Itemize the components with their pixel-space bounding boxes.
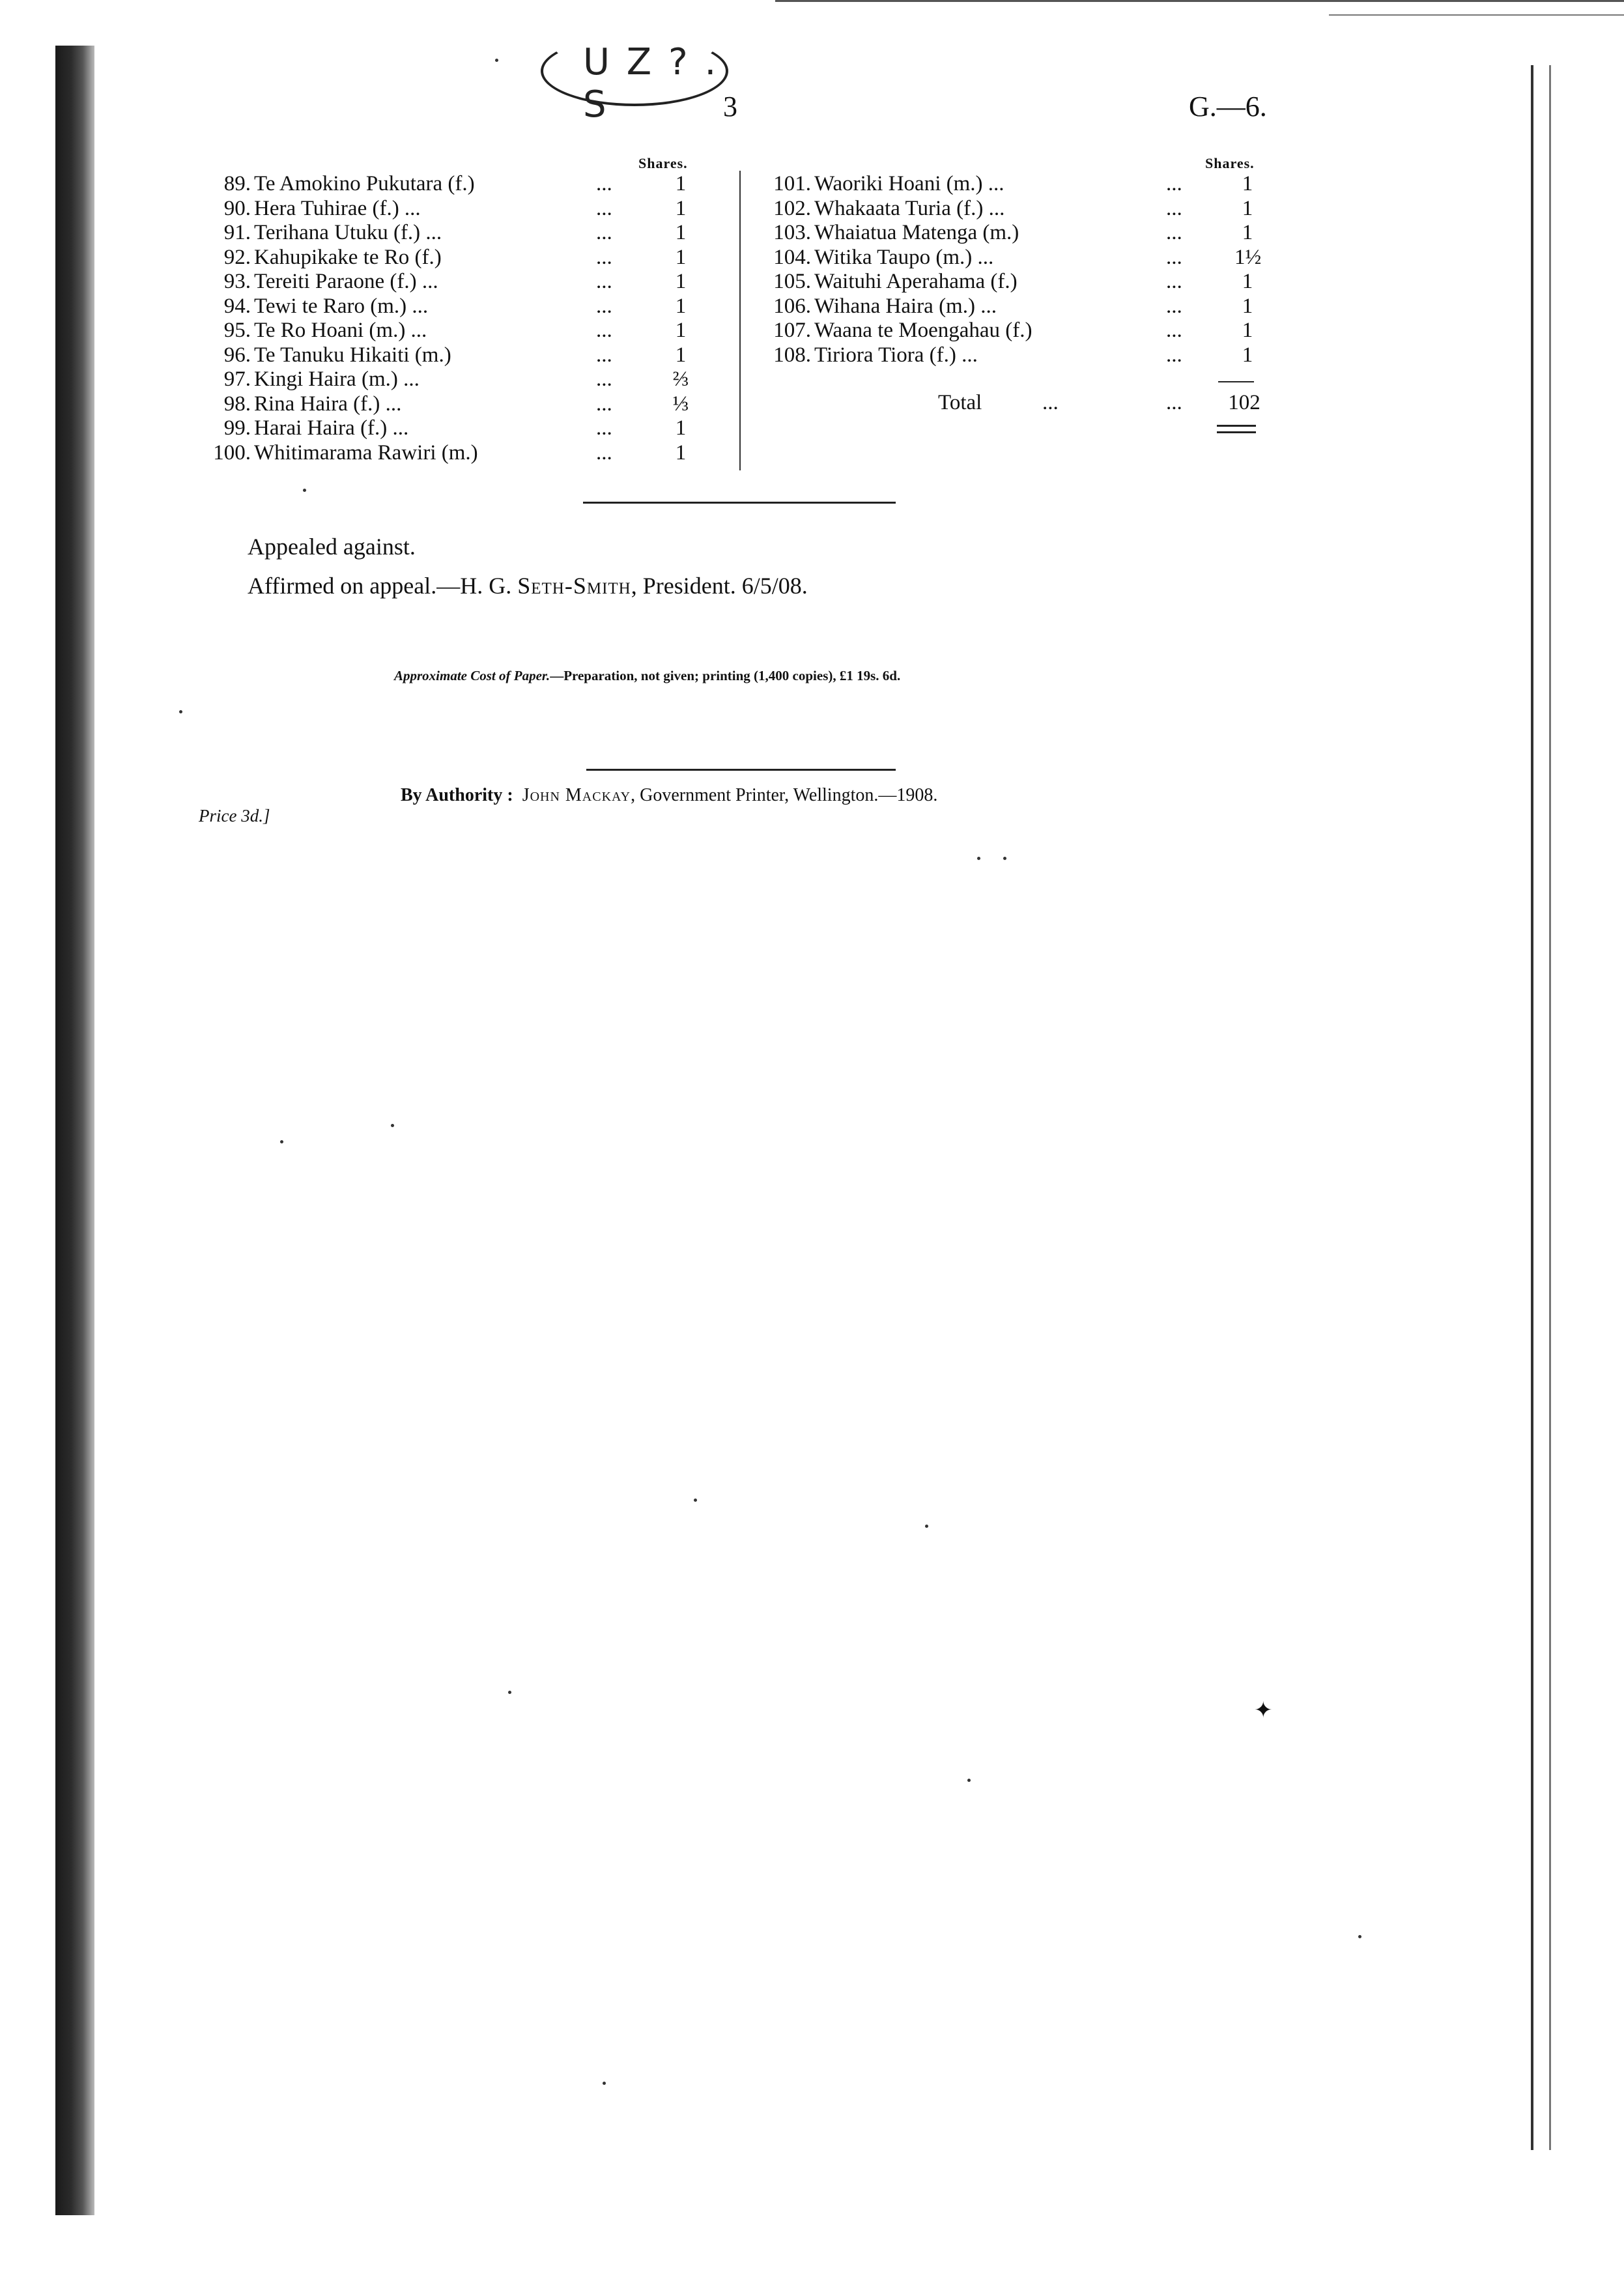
row-name: Witika Taupo (m.) ... (814, 245, 994, 269)
row-name: Hera Tuhirae (f.) ... (254, 196, 421, 220)
table-row (189, 343, 710, 368)
row-leader: ... (1166, 294, 1182, 318)
table-row (749, 246, 1264, 270)
cost-label: Approximate Cost of Paper. (394, 668, 550, 683)
appealed-note: Appealed against. (248, 534, 416, 560)
column-divider (739, 171, 741, 470)
row-name: Whitimarama Rawiri (m.) (254, 440, 478, 465)
row-share: 1 (1242, 221, 1253, 244)
affirmed-suffix: , President. 6/5/08. (631, 573, 808, 599)
price-label: Price 3d.] (199, 806, 270, 825)
row-leader: ... (1166, 221, 1182, 244)
row-number: 104. (773, 245, 811, 269)
scan-speck (179, 710, 182, 713)
row-number: 107. (773, 319, 811, 342)
row-number: 103. (773, 221, 811, 244)
row-share: 1 (675, 172, 687, 195)
scan-speck (1003, 857, 1006, 860)
row-number: 108. (773, 343, 811, 367)
affirmed-note (248, 572, 808, 599)
row-leader: ... (1166, 343, 1182, 367)
table-row (189, 246, 710, 270)
row-number: 91. (223, 221, 251, 244)
document-reference: G.—6. (1189, 91, 1267, 122)
row-name: Wihana Haira (m.) ... (814, 294, 997, 318)
scan-speck (925, 1525, 928, 1528)
scan-mark-icon: ✦ (1254, 1697, 1273, 1723)
row-number: 93. (223, 270, 251, 293)
row-name: Tewi te Raro (m.) ... (254, 294, 429, 318)
row-leader: ... (596, 294, 612, 318)
row-leader: ... (596, 196, 612, 220)
row-share: 1 (1242, 294, 1253, 318)
total-leader-1: ... (1042, 391, 1059, 414)
row-share: 1½ (1234, 245, 1262, 269)
row-leader: ... (596, 319, 612, 342)
table-row (189, 221, 710, 246)
row-leader: ... (596, 367, 612, 391)
row-name: Tiriora Tiora (f.) ... (814, 343, 978, 367)
table-row (189, 172, 710, 197)
scan-speck (303, 489, 306, 492)
row-name: Tereiti Paraone (f.) ... (254, 270, 438, 293)
row-share: 1 (675, 196, 687, 220)
imprint-rule (586, 769, 896, 771)
table-row (749, 343, 1264, 368)
row-share: 1 (675, 440, 687, 465)
left-rows (189, 172, 710, 465)
total-leader-2: ... (1166, 391, 1182, 414)
scan-right-edge (1531, 65, 1551, 2150)
table-row (749, 294, 1264, 319)
row-leader: ... (596, 343, 612, 367)
row-name: Harai Haira (f.) ... (254, 416, 409, 440)
row-share: 1 (675, 245, 687, 269)
row-name: Whakaata Turia (f.) ... (814, 196, 1005, 220)
total-value: 102 (1228, 391, 1261, 414)
left-shares-heading: Shares. (638, 155, 688, 171)
row-leader: ... (1166, 319, 1182, 342)
printer-rest: , Government Printer, Wellington.—1908. (631, 785, 938, 805)
row-leader: ... (1166, 172, 1182, 195)
affirmed-prefix: Affirmed on appeal.—H. G. (248, 573, 518, 599)
row-name: Te Amokino Pukutara (f.) (254, 172, 475, 195)
table-row (189, 392, 710, 417)
row-share: 1 (675, 294, 687, 318)
scan-speck (280, 1140, 283, 1143)
right-rows (749, 172, 1264, 367)
scan-speck (977, 857, 980, 860)
table-row (189, 270, 710, 294)
row-share: 1 (1242, 172, 1253, 195)
table-row (749, 172, 1264, 197)
row-name: Kingi Haira (m.) ... (254, 367, 420, 391)
right-shares-heading: Shares. (1205, 155, 1255, 171)
by-authority: By Authority : (401, 785, 513, 805)
scan-binding-edge (55, 46, 94, 2215)
row-name: Kahupikake te Ro (f.) (254, 245, 442, 269)
page-number: 3 (723, 91, 737, 122)
total-double-rule-2 (1217, 431, 1256, 433)
total-label: Total (938, 391, 982, 414)
table-row (189, 367, 710, 392)
row-leader: ... (596, 416, 612, 440)
row-number: 105. (773, 270, 811, 293)
row-share: 1 (1242, 343, 1253, 367)
row-number: 101. (773, 172, 811, 195)
row-leader: ... (596, 172, 612, 195)
table-row (189, 319, 710, 343)
total-rule-top (1218, 381, 1254, 382)
row-leader: ... (596, 440, 612, 465)
handwritten-text: U Z ? . S (583, 41, 719, 126)
row-number: 100. (213, 440, 251, 465)
row-leader: ... (1166, 196, 1182, 220)
table-row (189, 441, 710, 466)
table-row (189, 416, 710, 441)
row-leader: ... (596, 221, 612, 244)
scan-speck (495, 59, 498, 62)
row-number: 106. (773, 294, 811, 318)
scan-top-edge (775, 0, 1624, 2)
table-row (749, 270, 1264, 294)
row-name: Rina Haira (f.) ... (254, 392, 402, 416)
scan-top-edge-inner (1329, 14, 1624, 16)
row-share: 1 (1242, 270, 1253, 293)
section-rule (583, 502, 896, 504)
row-share: ⅔ (672, 367, 689, 391)
affirmed-name: Seth-Smith (517, 573, 631, 599)
cost-note (394, 668, 900, 684)
row-number: 89. (223, 172, 251, 195)
row-number: 92. (223, 245, 251, 269)
row-leader: ... (1166, 270, 1182, 293)
printer-name: John Mackay (522, 785, 631, 805)
row-share: 1 (1242, 319, 1253, 342)
table-row (749, 221, 1264, 246)
row-number: 97. (223, 367, 251, 391)
table-row (189, 294, 710, 319)
row-leader: ... (596, 270, 612, 293)
scan-speck (603, 2082, 606, 2085)
scan-speck (508, 1691, 511, 1694)
row-number: 99. (223, 416, 251, 440)
scan-speck (694, 1499, 697, 1502)
row-number: 96. (223, 343, 251, 367)
row-number: 98. (223, 392, 251, 416)
scan-speck (967, 1779, 971, 1782)
row-number: 95. (223, 319, 251, 342)
row-share: 1 (675, 416, 687, 440)
table-row (749, 319, 1264, 343)
scan-speck (1358, 1935, 1361, 1938)
printer-imprint (401, 785, 937, 806)
row-name: Te Tanuku Hikaiti (m.) (254, 343, 451, 367)
row-name: Waituhi Aperahama (f.) (814, 270, 1018, 293)
row-number: 90. (223, 196, 251, 220)
row-name: Waoriki Hoani (m.) ... (814, 172, 1004, 195)
row-share: 1 (1242, 196, 1253, 220)
table-row (749, 197, 1264, 222)
row-share: 1 (675, 343, 687, 367)
row-leader: ... (1166, 245, 1182, 269)
handwritten-annotation (541, 36, 723, 126)
row-share: ⅓ (672, 392, 689, 416)
row-leader: ... (596, 392, 612, 416)
total-double-rule-1 (1217, 425, 1256, 427)
row-name: Te Ro Hoani (m.) ... (254, 319, 427, 342)
row-share: 1 (675, 270, 687, 293)
scan-speck (391, 1124, 394, 1127)
row-number: 94. (223, 294, 251, 318)
row-name: Waana te Moengahau (f.) (814, 319, 1033, 342)
table-row (189, 197, 710, 222)
row-number: 102. (773, 196, 811, 220)
row-name: Whaiatua Matenga (m.) (814, 221, 1019, 244)
row-name: Terihana Utuku (f.) ... (254, 221, 442, 244)
row-share: 1 (675, 319, 687, 342)
row-share: 1 (675, 221, 687, 244)
total-row (749, 391, 1264, 417)
row-leader: ... (596, 245, 612, 269)
cost-text: —Preparation, not given; printing (1,400 copies), £1 19s. 6d. (550, 668, 901, 683)
